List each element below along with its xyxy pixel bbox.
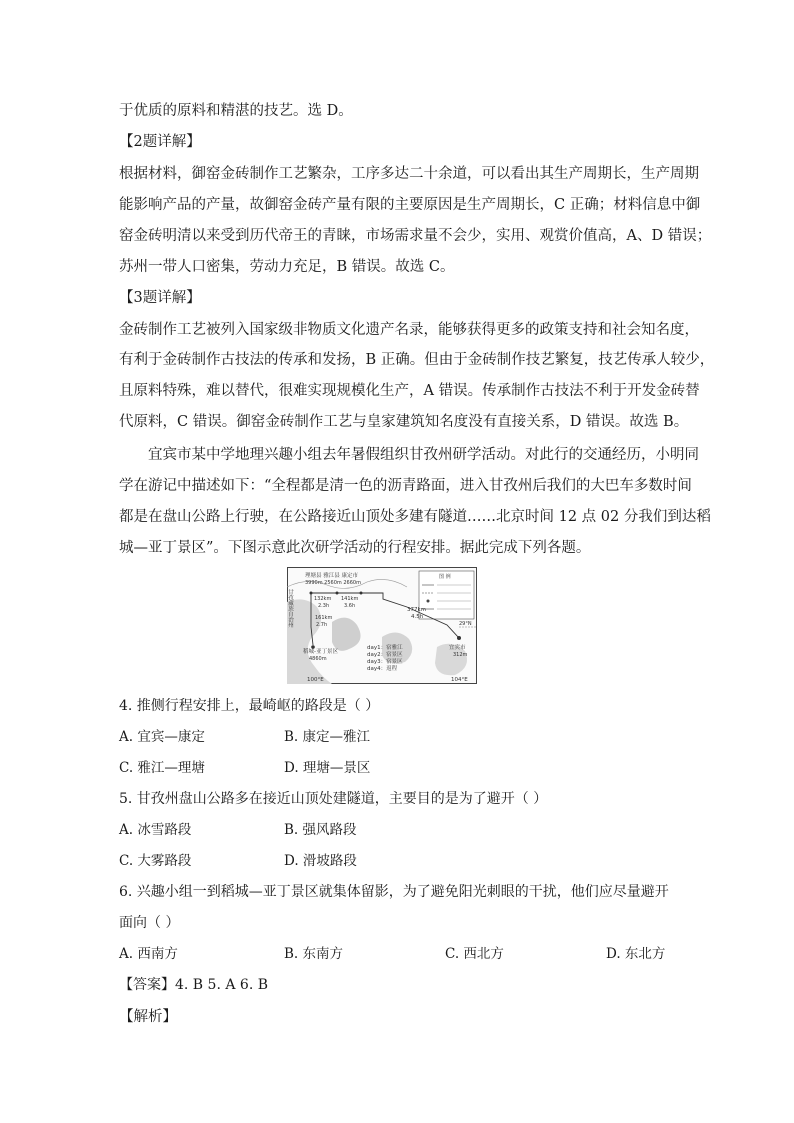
q6-option-a: A. 西南方 (119, 946, 178, 962)
text-line: 根据材料，御窑金砖制作工艺繁杂，工序多达二十余道，可以看出其生产周期长，生产周期 (119, 166, 699, 182)
q5-option-c: C. 大雾路段 (119, 853, 192, 869)
scenic-elev: 4860m (309, 656, 327, 662)
text-line: 有利于金砖制作古技法的传承和发扬，B 正确。但由于金砖制作技艺繁复，技艺传承人较少， (119, 352, 715, 368)
text-line: 窑金砖明清以来受到历代帝王的青睐，市场需求量不会少，实用、观赏价值高，A、D 错误； (119, 228, 712, 244)
question-6-cont: 面向（ ） (119, 915, 180, 931)
material-line: 宜宾市某中学地理兴趣小组去年暑假组织甘孜州研学活动。对此行的交通经历，小明同 (148, 447, 699, 463)
material-line: 学在游记中描述如下：“全程都是清一色的沥青路面，进入甘孜州后我们的大巴车多数时间 (119, 478, 692, 494)
q5-option-a: A. 冰雪路段 (119, 822, 192, 838)
top-elev-label: 3990m 2560m 2660m (305, 580, 361, 586)
day3-label: day3：宿景区 (367, 659, 403, 665)
yibin-label: 宜宾市 (449, 645, 466, 651)
day1-label: day1：宿雅江 (367, 645, 403, 651)
route-map-svg (287, 567, 477, 684)
seg2-distance: 141km (341, 596, 359, 602)
route-map (287, 567, 477, 684)
question-5: 5. 甘孜州盘山公路多在接近山顶处建隧道，主要目的是为了避开（ ） (119, 791, 548, 807)
question-6: 6. 兴趣小组一到稻城—亚丁景区就集体留影，为了避免阳光刺眼的干扰，他们应尽量避开 (119, 884, 669, 900)
day2-label: day2：宿景区 (367, 652, 403, 658)
seg3-time: 4.5h (411, 614, 424, 620)
q4-option-a: A. 宜宾—康定 (119, 729, 205, 745)
q5-option-b: B. 强风路段 (284, 822, 357, 838)
material-line: 都是在盘山公路上行驶，在公路接近山顶处多建有隧道……北京时间 12 点 02 分我们到达稻 (119, 509, 711, 525)
q4-option-d: D. 理塘—景区 (284, 760, 371, 776)
latitude-label: 29°N (459, 621, 472, 627)
text-line: 代原料，C 错误。御窑金砖制作工艺与皇家建筑知名度没有直接关系，D 错误。故选 B。 (119, 414, 689, 430)
seg2-time: 3.6h (344, 603, 356, 609)
yibin-elev: 312m (453, 652, 468, 658)
answer-line: 【答案】4. B 5. A 6. B (119, 977, 269, 993)
analysis-heading: 【解析】 (119, 1009, 177, 1025)
legend-title: 图 例 (439, 574, 451, 580)
question-4: 4. 推侧行程安排上，最崎岖的路段是（ ） (119, 698, 380, 714)
seg4-distance: 161km (315, 615, 333, 621)
q6-option-b: B. 东南方 (284, 946, 344, 962)
section-heading-3: 【3题详解】 (119, 290, 201, 306)
q4-option-c: C. 雅江—理塘 (119, 760, 205, 776)
seg1-distance: 132km (314, 596, 332, 602)
seg4-time: 2.7h (316, 622, 328, 628)
top-towns-label: 理塘县 雅江县 康定市 (305, 573, 358, 579)
seg3-distance: 377km (407, 607, 427, 613)
scenic-label: 稻城-亚丁景区 (303, 649, 338, 655)
seg1-time: 2.3h (318, 603, 330, 609)
section-heading-2: 【2题详解】 (119, 134, 201, 150)
lon-right-label: 104°E (451, 677, 468, 683)
text-line: 苏州一带人口密集，劳动力充足，B 错误。故选 C。 (119, 259, 455, 275)
q5-option-d: D. 滑坡路段 (284, 853, 357, 869)
day4-label: day4：返程 (367, 666, 398, 672)
q6-option-d: D. 东北方 (606, 946, 666, 962)
material-line: 城—亚丁景区”。下图示意此次研学活动的行程安排。据此完成下列各题。 (119, 540, 591, 556)
region-label: 甘孜藏族自治州 (287, 589, 293, 628)
q6-option-c: C. 西北方 (445, 946, 504, 962)
q4-option-b: B. 康定—雅江 (284, 729, 371, 745)
lon-left-label: 100°E (307, 677, 324, 683)
text-line: 能影响产品的产量，故御窑金砖产量有限的主要原因是生产周期长，C 正确；材料信息中御 (119, 197, 701, 213)
text-line: 且原料特殊，难以替代，很难实现规模化生产，A 错误。传承制作古技法不利于开发金砖替 (119, 383, 700, 399)
text-line: 于优质的原料和精湛的技艺。选 D。 (119, 103, 353, 119)
text-line: 金砖制作工艺被列入国家级非物质文化遗产名录，能够获得更多的政策支持和社会知名度， (119, 322, 699, 338)
